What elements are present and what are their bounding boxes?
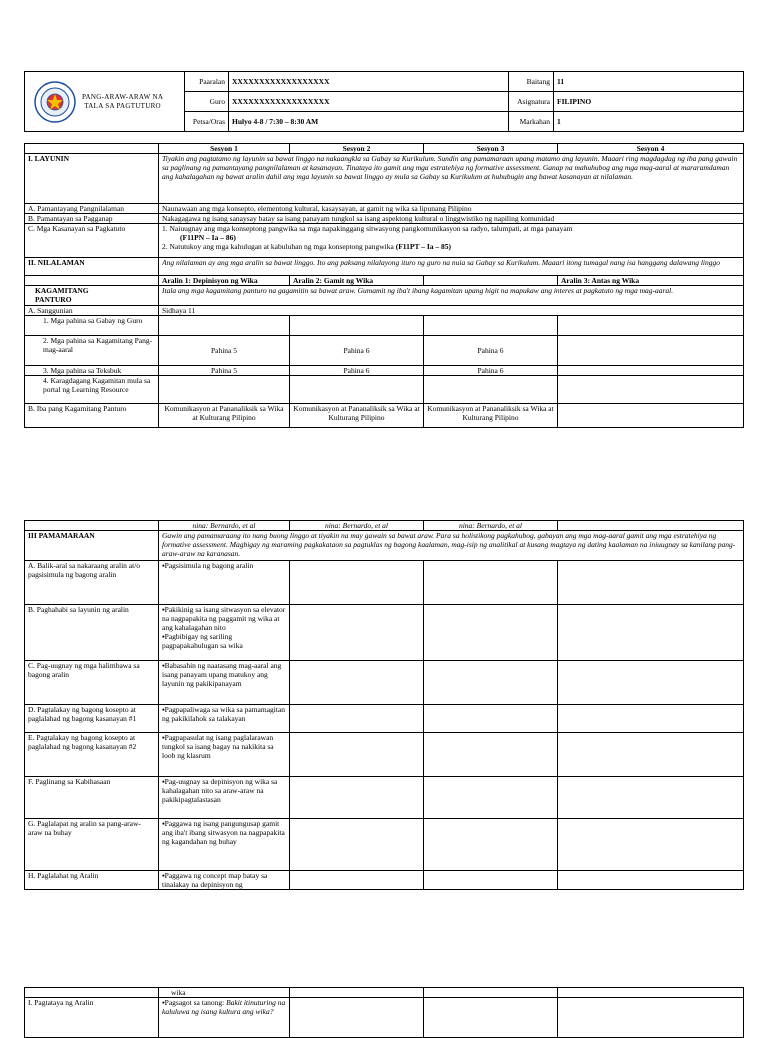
value-paaralan: XXXXXXXXXXXXXXXXXX [229,72,509,92]
cell-empty [424,316,558,336]
author-1: nina: Bernardo, et al [159,521,290,531]
document-title: PANG-ARAW-ARAW NA TALA SA PAGTUTURO [82,92,164,110]
procedure-row [25,777,744,819]
iba-pang-kagamitan-3: Komunikasyon at Pananaliksik sa Wika at Kulturang Pilipino [424,404,558,428]
pamamaraan-continued-table [24,987,744,1038]
cell-empty [290,777,424,819]
author-2: nina: Bernardo, et al [290,521,424,531]
procedure-row [25,561,744,605]
cell-empty [290,561,424,605]
value-pamantayang-pangnilalaman: Naunawaan ang mga konsepto, elementong kultural, kasaysayan, at gamit ng wika sa lipunang Pilipino [159,204,744,214]
session-header-4: Sesyon 4 [558,144,744,154]
cell-empty [290,733,424,777]
procedure-item: ▪ Paggawa ng concept map batay sa tinalakay na depinisyon ng [162,871,286,889]
header-table [24,71,744,132]
value-guro: XXXXXXXXXXXXXXXXXX [229,92,509,112]
label-gabay-ng-guro: 1. Mga pahina sa Gabay ng Guro [25,316,159,336]
cell-empty [424,561,558,605]
value-sanggunian: Sidhaya 11 [159,306,744,316]
procedure-items [159,661,290,705]
aralin-3: Aralin 3: Antas ng Wika [558,276,744,286]
cell-empty [558,316,744,336]
cell-empty [558,376,744,404]
procedure-label: H. Paglalahat ng Aralin [25,871,159,890]
procedure-items [159,733,290,777]
cell-empty [424,376,558,404]
label-baitang: Baitang [509,72,554,92]
cell-empty [558,819,744,871]
label-asignatura: Asignatura [509,92,554,112]
value-petsa: Hulyo 4-8 / 7:30 – 8:30 AM [229,112,509,132]
pamamaraan-steps [25,561,744,890]
cell-empty [558,705,744,733]
procedure-items [159,871,290,890]
cell-empty [424,998,558,1038]
procedure-item: ▪ Pakikinig sa isang sitwasyon sa elevator na nagpapakita ng paggamit ng wika at ang kahalagahan nito [162,605,286,632]
value-markahan: 1 [554,112,744,132]
label-markahan: Markahan [509,112,554,132]
deped-seal-icon [34,81,76,123]
procedure-item: ▪ Babasahin ng naatasang mag-aaral ang isang panayam upang matukoy ang layunin ng pakikipanayam [162,661,286,688]
label-paaralan: Paaralan [185,72,229,92]
cell-empty [558,988,744,998]
procedure-label: F. Paglinang sa Kabihasaan [25,777,159,819]
cell-empty [424,871,558,890]
kagamitan-page-2: Pahina 6 [290,336,424,366]
procedure-label: D. Pagtalakay ng bagong kosepto at paglalahad ng bagong kasanayan #1 [25,705,159,733]
kagamitan-page-3: Pahina 6 [424,336,558,366]
value-pamantayan-sa-pagganap: Nakagagawa ng isang sanaysay batay sa isang panayam tungkol sa isang aspektong kultural o linggwistiko ng napiling komunidad [159,214,744,224]
kasanayan-code-1: (F11PN – Ia – 86) [180,233,236,242]
teksbuk-page-4 [558,366,744,376]
aralin-1: Aralin 1: Depinisyon ng Wika [159,276,290,286]
value-kasanayan-sa-pagkatuto [159,224,744,258]
label-pagtataya: I. Pagtataya ng Aralin [25,998,159,1038]
cell-empty [159,316,290,336]
pagtataya-item: ▪ Pagsagot sa tanong: Bakit itinuturing na kaluluwa ng isang kultura ang wika? [162,998,286,1016]
teksbuk-page-2: Pahina 6 [290,366,424,376]
procedure-items [159,777,290,819]
teksbuk-page-1: Pahina 5 [159,366,290,376]
procedure-items [159,605,290,661]
label-pamantayang-pangnilalaman: A. Pamantayang Pangnilalaman [25,204,159,214]
cell-empty [558,605,744,661]
nilalaman-description: Ang nilalaman ay ang mga aralin sa bawat linggo. Ito ang paksang nilalayong ituro ng guro na nuia sa Gabay sa Kurikulum. Maaari itong tumagal nang isa hanggang dalawang linggo [159,258,744,276]
aralin-2: Aralin 2: Gamit ng Wika [290,276,424,286]
cell-empty [290,705,424,733]
label-guro: Guro [185,92,229,112]
session-header-2: Sesyon 2 [290,144,424,154]
procedure-items [159,705,290,733]
lesson-plan-table [24,143,744,428]
cell-empty [290,605,424,661]
iba-pang-kagamitan-4 [558,404,744,428]
label-karagdagang-kagamitan: 4. Karagdagang Kagamitan mula sa portal ng Learning Resource [25,376,159,404]
label-pamantayan-sa-pagganap: B. Pamantayan sa Pagganap [25,214,159,224]
cell-empty [290,998,424,1038]
procedure-label: B. Paghahabi sa layunin ng aralin [25,605,159,661]
cont-text: wika [159,988,290,998]
cont-empty-cell [25,988,159,998]
kagamitan-page-4 [558,336,744,366]
pamamaraan-table [24,520,744,890]
procedure-row [25,871,744,890]
session-header-3: Sesyon 3 [424,144,558,154]
procedure-item: ▪ Pag-uugnay sa depinisyon ng wika sa kahalagahan nito sa araw-araw na pakikipagtalastasan [162,777,286,804]
cell-empty [290,376,424,404]
cell-empty [558,733,744,777]
procedure-row [25,605,744,661]
procedure-item: ▪ Pagpapasulat ng isang paglalarawan tungkol sa isang bagay na nakikita sa loob ng klasrum [162,733,286,760]
cell-empty [424,777,558,819]
cell-empty [290,988,424,998]
author-3: nina: Bernardo, et al [424,521,558,531]
cell-empty [290,316,424,336]
cell-empty [558,777,744,819]
kagamitan-description: Itala ang mga kagamitang panturo na gagamitin sa bawat araw. Gumamit ng iba't ibang kagamitan upang higit na mapukaw ang interes at pagkatuto ng mga mag-aaral. [159,286,744,306]
procedure-item: ▪ Pagpapaliwaga sa wika sa pamamagitan ng pakikilahok sa talakayan [162,705,286,723]
procedure-item: ▪ Paggawa ng isang pangungusap gamit ang iba't ibang sitwasyon na nagpapakita ng kagandahan ng buhay [162,819,286,846]
procedure-label: G. Paglalapat ng aralin sa pang-araw-araw na buhay [25,819,159,871]
iba-pang-kagamitan-1: Komunikasyon at Pananaliksik sa Wika at Kulturang Pilipino [159,404,290,428]
procedure-label: A. Balik-aral sa nakaraang aralin at/o pagsisimula ng bagong aralin [25,561,159,605]
cell-empty [558,998,744,1038]
value-baitang: 11 [554,72,744,92]
cell-empty [424,988,558,998]
author-4 [558,521,744,531]
procedure-row [25,819,744,871]
pamamaraan-description: Gawin ang pamamaraang ito nang buong linggo at tiyakin na may gawain sa bawat araw. Para sa holistikong pagkahubog, gabayan ang mga mag-aaral gamit ang mga estratehiya ng formative assessment. Magbigay ng maraming pagkakataon sa pagtuklas ng bagong kaalaman, mag-isip ng analitikal at kusang magtaya ng dating kaalaman na iniuugnay sa kanilang pang-araw-araw na karanasan. [159,531,744,561]
cell-empty [290,819,424,871]
value-asignatura: FILIPINO [554,92,744,112]
cell-empty [290,871,424,890]
cell-empty [424,605,558,661]
section-nilalaman-title: II. NILALAMAN [25,258,159,276]
iba-pang-kagamitan-2: Komunikasyon at Pananaliksik sa Wika at Kulturang Pilipino [290,404,424,428]
cell-empty [558,561,744,605]
cell-empty [424,733,558,777]
cell-empty [424,705,558,733]
procedure-row [25,661,744,705]
procedure-item: ▪ Pagsisimula ng bagong aralin [162,561,286,570]
kagamitan-page-1: Pahina 5 [159,336,290,366]
kasanayan-item-2: 2. Natutukoy ang mga kahulugan at kabuluhan ng mga konseptong pangwika (F11PT – Ia – 85) [162,242,451,251]
procedure-label: C. Pag-uugnay ng mga halimbawa sa bagong aralin [25,661,159,705]
teksbuk-page-3: Pahina 6 [424,366,558,376]
section-layunin-title: I. LAYUNIN [25,154,159,204]
cell-empty [558,661,744,705]
label-iba-pang-kagamitan: B. Iba pang Kagamitang Panturo [25,404,159,428]
procedure-row [25,733,744,777]
cell-empty [558,871,744,890]
kasanayan-item-1: 1. Naiuugnay ang mga konseptong pangwika sa mga napakinggang sitwasyong pangkomunikasyon sa radyo, talumpati, at mga panayam [162,224,573,233]
label-petsa: Petsa/Oras [185,112,229,132]
session-header-1: Sesyon 1 [159,144,290,154]
aralin-empty-cell [25,276,159,286]
authors-empty-cell [25,521,159,531]
pagtataya-items [159,998,290,1038]
procedure-label: E. Pagtalakay ng bagong kosepto at paglalahad ng bagong kasanayan #2 [25,733,159,777]
label-teksbuk: 3. Mga pahina sa Teksbuk [25,366,159,376]
section-kagamitan-title: KAGAMITANG PANTURO [25,286,159,306]
cell-empty [159,376,290,404]
cell-empty [424,819,558,871]
layunin-description: Tiyakin ang pagtatamo ng layunin sa bawat linggo na nakaangkla sa Gabay sa Kurikulum. Sundin ang pamamaraan upang matamo ang layunin. Maaari ring magdagdag ng iba pang gawain sa paglinang ng pamantayang pangnilalaman at kasanayan. Tinataya ito gamit ang mga estratehiya ng formative assessment. Ganap na mahuhubog ang mga mag-aaral at mararamdaman ang kahalagahan ng bawat aralin dahil ang mga layunin sa bawat linggo ay mula sa Gabay sa Kurikulum at huhubugin ang bawat kasanayan at nilalaman. [159,154,744,204]
label-kasanayan-sa-pagkatuto: C. Mga Kasanayan sa Pagkatuto [25,224,159,258]
aralin-blank [424,276,558,286]
cell-empty [424,661,558,705]
label-kagamitang-pang-mag-aaral: 2. Mga pahina sa Kagamitang Pang-mag-aaral [25,336,159,366]
corner-cell [25,144,159,154]
section-pamamaraan-title: III PAMAMARAAN [25,531,159,561]
cell-empty [290,661,424,705]
procedure-item: ▪ Pagbibigay ng sariling pagpapakahulugan sa wika [162,632,286,650]
label-sanggunian: A. Sanggunian [25,306,159,316]
logo-cell [25,72,185,132]
procedure-items [159,561,290,605]
procedure-row [25,705,744,733]
procedure-items [159,819,290,871]
